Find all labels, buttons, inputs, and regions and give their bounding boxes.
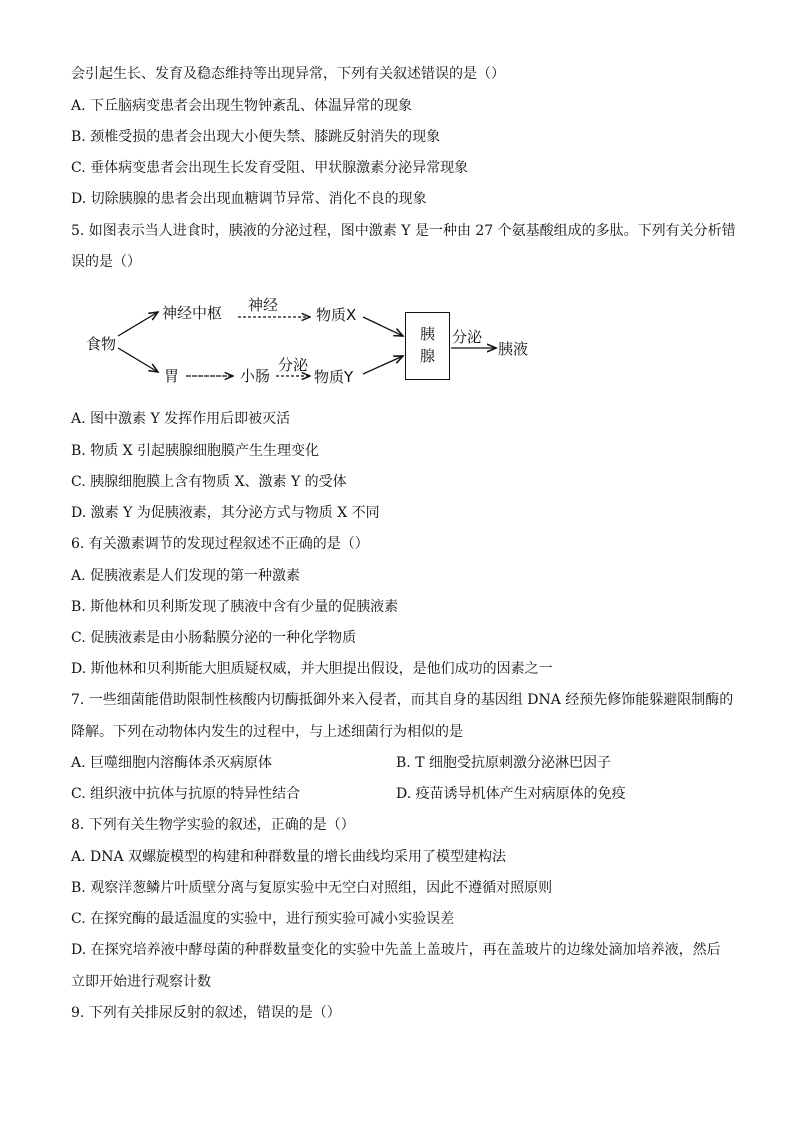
q6-option-b: B. 斯他林和贝利斯发现了胰液中含有少量的促胰液素	[71, 599, 399, 615]
q5-option-d: D. 激素 Y 为促胰液素，其分泌方式与物质 X 不同	[71, 505, 380, 521]
q4-stem-tail: 会引起生长、发育及稳态维持等出现异常，下列有关叙述错误的是（）	[71, 66, 505, 82]
q8-option-d-line2: 立即开始进行观察计数	[71, 974, 211, 990]
label-secrete-1: 分泌	[278, 356, 309, 374]
q5-option-a: A. 图中激素 Y 发挥作用后即被灭活	[71, 411, 291, 427]
arrow-x-to-pancreas	[363, 317, 403, 336]
q7-option-c: C. 组织液中抗体与抗原的特异性结合	[71, 786, 301, 802]
q5-stem-line1: 5. 如图表示当人进食时，胰液的分泌过程，图中激素 Y 是一种由 27 个氨基酸组成的多肽。下列有关分析错	[71, 223, 736, 239]
pancreas-label-top: 胰	[419, 325, 435, 343]
pancreas-label-bottom: 腺	[419, 347, 435, 365]
q7-stem-line2: 降解。下列在动物体内发生的过程中，与上述细菌行为相似的是	[71, 724, 463, 740]
q8-option-b: B. 观察洋葱鳞片叶质壁分离与复原实验中无空白对照组，因此不遵循对照原则	[71, 880, 553, 896]
arrow-y-to-pancreas	[363, 356, 403, 374]
q8-stem: 8. 下列有关生物学实验的叙述，正确的是（）	[71, 817, 355, 833]
label-food: 食物	[86, 335, 117, 353]
q9-stem: 9. 下列有关排尿反射的叙述，错误的是（）	[71, 1005, 341, 1021]
q7-option-b: B. T 细胞受抗原刺激分泌淋巴因子	[396, 755, 611, 771]
q6-option-d: D. 斯他林和贝利斯能大胆质疑权威，并大胆提出假设，是他们成功的因素之一	[71, 661, 553, 677]
q4-option-a: A. 下丘脑病变患者会出现生物钟紊乱、体温异常的现象	[71, 98, 413, 114]
label-nerve: 神经	[248, 296, 279, 314]
q8-option-d-line1: D. 在探究培养液中酵母菌的种群数量变化的实验中先盖上盖玻片，再在盖玻片的边缘处滴加培养液，然后	[71, 942, 721, 958]
q4-option-c: C. 垂体病变患者会出现生长发育受阻、甲状腺激素分泌异常现象	[71, 160, 469, 176]
label-substance-x: 物质X	[316, 306, 357, 324]
label-substance-y: 物质Y	[314, 368, 354, 386]
q8-option-a: A. DNA 双螺旋模型的构建和种群数量的增长曲线均采用了模型建构法	[71, 849, 507, 865]
q4-option-d: D. 切除胰腺的患者会出现血糖调节异常、消化不良的现象	[71, 191, 427, 207]
q6-option-a: A. 促胰液素是人们发现的第一种激素	[71, 568, 301, 584]
q6-stem: 6. 有关激素调节的发现过程叙述不正确的是（）	[71, 536, 369, 552]
q7-option-d: D. 疫苗诱导机体产生对病原体的免疫	[396, 786, 626, 802]
q5-stem-line2: 误的是（）	[71, 254, 141, 270]
q5-option-b: B. 物质 X 引起胰腺细胞膜产生生理变化	[71, 443, 320, 459]
q6-option-c: C. 促胰液素是由小肠黏膜分泌的一种化学物质	[71, 630, 357, 646]
q5-option-c: C. 胰腺细胞膜上含有物质 X、激素 Y 的受体	[71, 474, 347, 490]
q7-stem-line1: 7. 一些细菌能借助限制性核酸内切酶抵御外来入侵者，而其自身的基因组 DNA 经预先修饰能躲避限制酶的	[71, 692, 734, 708]
label-pancreatic-juice: 胰液	[498, 340, 529, 358]
q4-option-b: B. 颈椎受损的患者会出现大小便失禁、膝跳反射消失的现象	[71, 129, 441, 145]
pancreatic-secretion-diagram	[78, 290, 548, 400]
label-small-intestine: 小肠	[240, 367, 271, 385]
q7-option-a: A. 巨噬细胞内溶酶体杀灭病原体	[71, 755, 273, 771]
arrow-food-to-stomach	[118, 348, 158, 372]
label-nerve-center: 神经中枢	[162, 304, 223, 322]
label-secrete-2: 分泌	[452, 328, 483, 346]
label-stomach: 胃	[164, 367, 180, 385]
pancreas-box	[405, 312, 450, 380]
arrow-food-to-nerve-center	[118, 312, 158, 336]
q8-option-c: C. 在探究酶的最适温度的实验中，进行预实验可减小实验误差	[71, 911, 455, 927]
